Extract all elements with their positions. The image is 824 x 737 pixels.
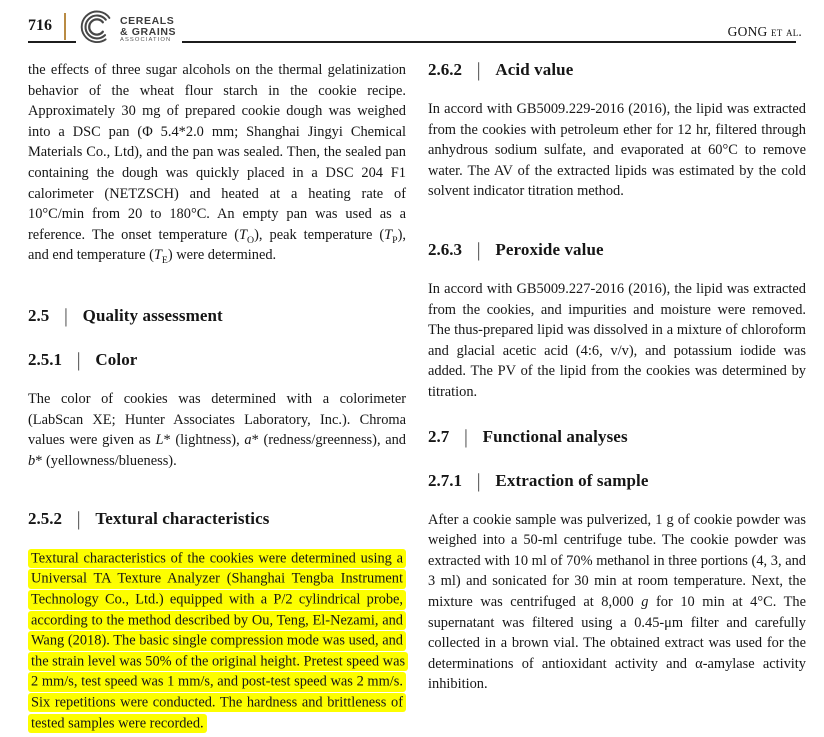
variable-b: b — [28, 452, 36, 469]
section-divider: | — [77, 507, 81, 530]
section-heading-2-7-1 — [428, 471, 806, 491]
paragraph-acid-value: In accord with GB5009.229-2016 (2016), the lipid was extracted from the cookies with petroleum ether for 12 hr, filtered through anhydrous sodium sulfate, and evaporated at 60°C to remove water. The AV of the extracted lipids was estimated by the cold solvent indicator titration method. — [428, 101, 806, 200]
section-title: Functional analyses — [482, 426, 628, 446]
section-title: Textural characteristics — [95, 509, 270, 529]
text-run: After a cookie sample was pulverized, 1 g of cookie powder was weighed into a 50-ml centrifuge tube. The cookie powder was extracted with 10 ml of 70% methanol in three portions (4, 3, and 3 ml) and sonicated for 30 min at room temperature. Next, the mixture was centrifuged at 8,000 — [428, 511, 806, 610]
section-divider: | — [477, 238, 481, 261]
subscript-O: O — [247, 234, 255, 246]
section-number: 2.7.1 — [428, 470, 462, 490]
section-number: 2.5 — [28, 305, 50, 325]
highlighted-text: Textural characteristics of the cookies were determined using a Universal TA Texture Analyzer (Shanghai Tengba Instrument Technology Co., Ltd.) equipped with a P/2 cylindrical probe, according to the method described by Ou, Teng, El-Nezami, and Wang (2018). The basic single compression mode was used, and the strain level was 50% of the original height. Pretest speed was 2 mm/s, test speed was 1 mm/s, and post-test speed was 2 mm/s. Six repetitions were conducted. The hardness and brittleness of tested samples were recorded. — [28, 549, 408, 733]
section-number: 2.5.2 — [28, 509, 62, 529]
logo-line-cereals: CEREALS — [120, 15, 175, 28]
section-title: Quality assessment — [82, 305, 223, 325]
variable-T: T — [239, 226, 248, 243]
section-title: Peroxide value — [495, 239, 604, 259]
text-run: * (redness/greenness), and — [251, 432, 407, 449]
section-heading-2-5-1 — [28, 350, 406, 370]
text-run: * (lightness), — [163, 432, 245, 449]
paragraph-textural-highlighted — [28, 548, 406, 733]
text-run: * (yellowness/blueness). — [35, 452, 177, 469]
left-column — [28, 60, 406, 734]
variable-T: T — [153, 247, 162, 264]
section-heading-2-7 — [428, 427, 806, 447]
section-divider: | — [477, 58, 481, 81]
paragraph-extraction — [428, 510, 806, 695]
logo-line-association: ASSOCIATION — [120, 36, 172, 43]
section-number: 2.6.3 — [428, 239, 462, 259]
section-divider: | — [77, 348, 81, 371]
section-heading-2-6-2 — [428, 60, 806, 80]
section-divider: | — [477, 469, 481, 491]
variable-g: g — [641, 593, 649, 610]
variable-T: T — [384, 226, 393, 243]
header-accent-bar — [64, 13, 66, 40]
text-run: ), and end temperature ( — [28, 226, 406, 264]
paragraph-peroxide-value: In accord with GB5009.227-2016 (2016), the lipid was extracted from the cookies, and impurities and moisture were removed. The thus-prepared lipid was dissolved in a mixture of chloroform and glacial acetic acid (4:6, v/v), and potassium iodide was added. The PV of the lipid from the cookies was determined by titration. — [428, 280, 806, 400]
section-number: 2.7 — [428, 426, 450, 446]
journal-logo — [76, 6, 182, 50]
right-column — [428, 60, 806, 734]
cereals-grains-arcs-icon — [76, 6, 118, 48]
section-heading-2-5-2 — [28, 509, 406, 529]
section-divider: | — [464, 425, 468, 447]
journal-logo-text — [120, 16, 176, 43]
section-divider: | — [64, 304, 68, 327]
page-number: 716 — [28, 17, 52, 34]
section-title: Acid value — [495, 60, 574, 79]
variable-L: L — [155, 432, 164, 449]
page-body — [28, 60, 806, 734]
text-run: ), peak temperature ( — [254, 226, 385, 243]
running-author: GONG et al. — [727, 24, 802, 39]
subscript-E: E — [161, 255, 168, 267]
section-heading-2-6-3 — [428, 240, 806, 260]
paragraph-color — [28, 389, 406, 471]
variable-a: a — [244, 432, 252, 449]
text-run: for 10 min at 4°C. The supernatant was filtered using a 0.45-μm filter and carefully collected in a brown vial. The obtained extract was used for the determinations of antioxidant activity and α-amylase activity inhibition. — [428, 593, 806, 693]
section-number: 2.5.1 — [28, 349, 62, 369]
subscript-P: P — [392, 234, 398, 246]
text-run: ) were determined. — [167, 247, 277, 264]
section-heading-2-5 — [28, 306, 406, 326]
section-title: Extraction of sample — [495, 470, 649, 490]
text-run: the effects of three sugar alcohols on the thermal gelatinization behavior of the wheat flour starch in the cookie recipe. Approximately 30 mg of prepared cookie dough was weighed into a DSC pan (Φ 5.4*2.0 mm; Shanghai Jingyi Chemical Materials Co., Ltd), and the pan was sealed. Then, the sealed pan containing the dough was quickly placed in a DSC 204 F1 calorimeter (NETZSCH) and heated at a heating rate of 10°C/min from 20 to 180°C. An empty pan was used as a reference. The onset temperature ( — [28, 62, 406, 243]
logo-line-grains: & GRAINS — [120, 26, 177, 39]
section-title: Color — [95, 349, 138, 369]
text-run: The color of cookies was determined with a colorimeter (LabScan XE; Hunter Associates Laboratory, Inc.). Chroma values were given as — [28, 390, 406, 449]
paragraph-dsc-method — [28, 60, 406, 266]
section-number: 2.6.2 — [428, 60, 462, 79]
